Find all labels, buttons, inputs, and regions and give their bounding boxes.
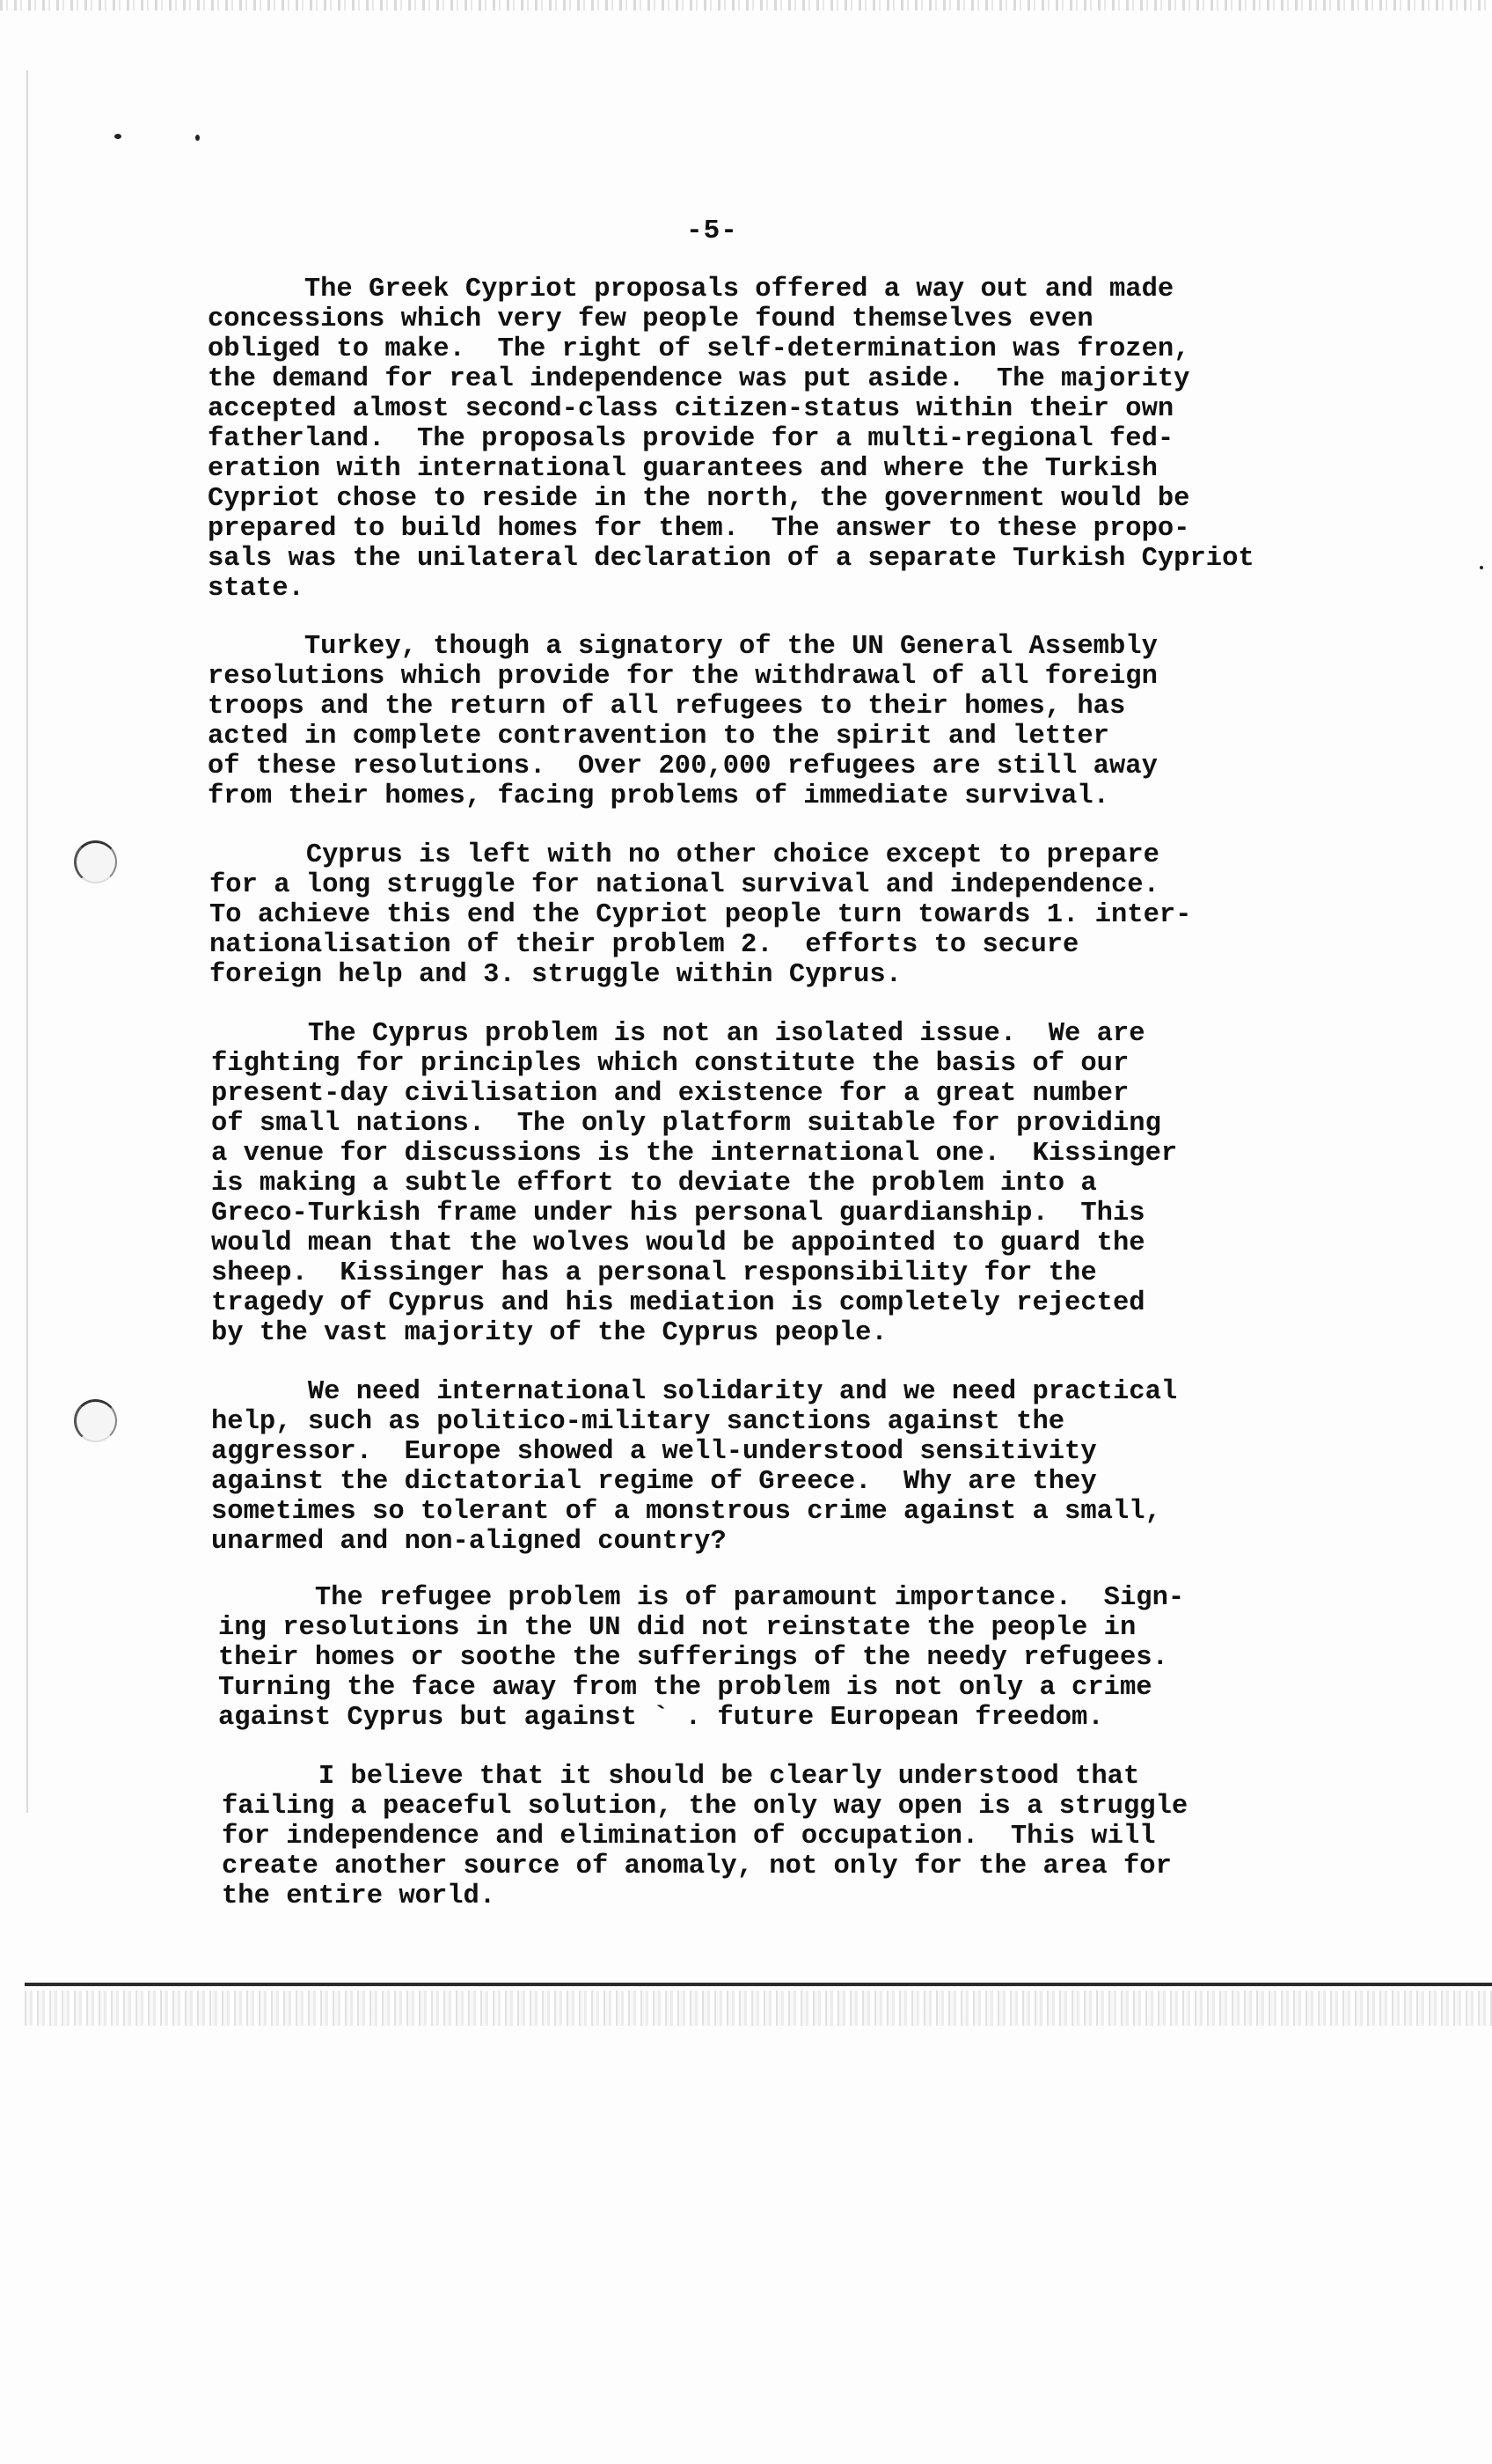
body-paragraph: I believe that it should be clearly understood that failing a peaceful solution, the only way open is a struggle for independence and elimination of occupation. This will create another source of anomaly, not only for the area for the entire world.: [222, 1762, 1188, 1911]
body-paragraph: The refugee problem is of paramount importance. Sign- ing resolutions in the UN did not reinstate the people in their homes or soothe the sufferings of the needy refugees. Turning the face away from the problem is not only a crime against Cyprus but against ` . future European freedom.: [218, 1583, 1185, 1733]
body-paragraph: Cyprus is left with no other choice except to prepare for a long struggle for national survival and independence. To achieve this end the Cypriot people turn towards 1. inter- nationalisation of their problem 2. efforts to secure foreign help and 3. struggle within Cyprus.: [209, 840, 1192, 990]
scan-top-edge: [0, 0, 1492, 11]
scan-speck: [195, 135, 200, 141]
body-paragraph: The Cyprus problem is not an isolated issue. We are fighting for principles which constitute the basis of our present-day civilisation and existence for a great number of small nations. The only platform suitable for providing a venue for discussions is the international one. Kissinger is making a subtle effort to deviate the problem into a Greco-Turkish frame under his personal guardianship. This would mean that the wolves would be appointed to guard the sheep. Kissinger has a personal responsibility for the tragedy of Cyprus and his mediation is completely rejected by the vast majority of the Cyprus people.: [211, 1019, 1178, 1348]
scan-speck: [1480, 566, 1483, 569]
scan-bottom-rule: [25, 1983, 1492, 1986]
scan-left-edge: [26, 70, 28, 1813]
page-number: -5-: [686, 216, 738, 246]
scan-speck: [114, 134, 121, 139]
body-paragraph: We need international solidarity and we need practical help, such as politico-military sanctions against the aggressor. Europe showed a well-understood sensitivity against the dictatorial regime of Greece. Why are they sometimes so tolerant of a monstrous crime against a small, unarmed and non-aligned country?: [211, 1377, 1178, 1557]
body-paragraph: Turkey, though a signatory of the UN General Assembly resolutions which provide for the withdrawal of all foreign troops and the return of all refugees to their homes, has acted in complete contravention to the spirit and letter of these resolutions. Over 200,000 refugees are still away from their homes, facing problems of immediate survival.: [208, 632, 1158, 811]
punch-hole: [74, 1399, 117, 1442]
scan-bottom-noise: [25, 1991, 1492, 2026]
punch-hole: [74, 840, 117, 884]
body-paragraph: The Greek Cypriot proposals offered a way out and made concessions which very few people found themselves even obliged to make. The right of self-determination was frozen, the demand for real independence was put aside. The majority accepted almost second-class citizen-status within their own fatherland. The proposals provide for a multi-regional fed- eration with international guarantees and where the Turkish Cypriot chose to reside in the north, the government would be prepared to build homes for them. The answer to these propo- sals was the unilateral declaration of a separate Turkish Cypriot state.: [208, 275, 1254, 604]
